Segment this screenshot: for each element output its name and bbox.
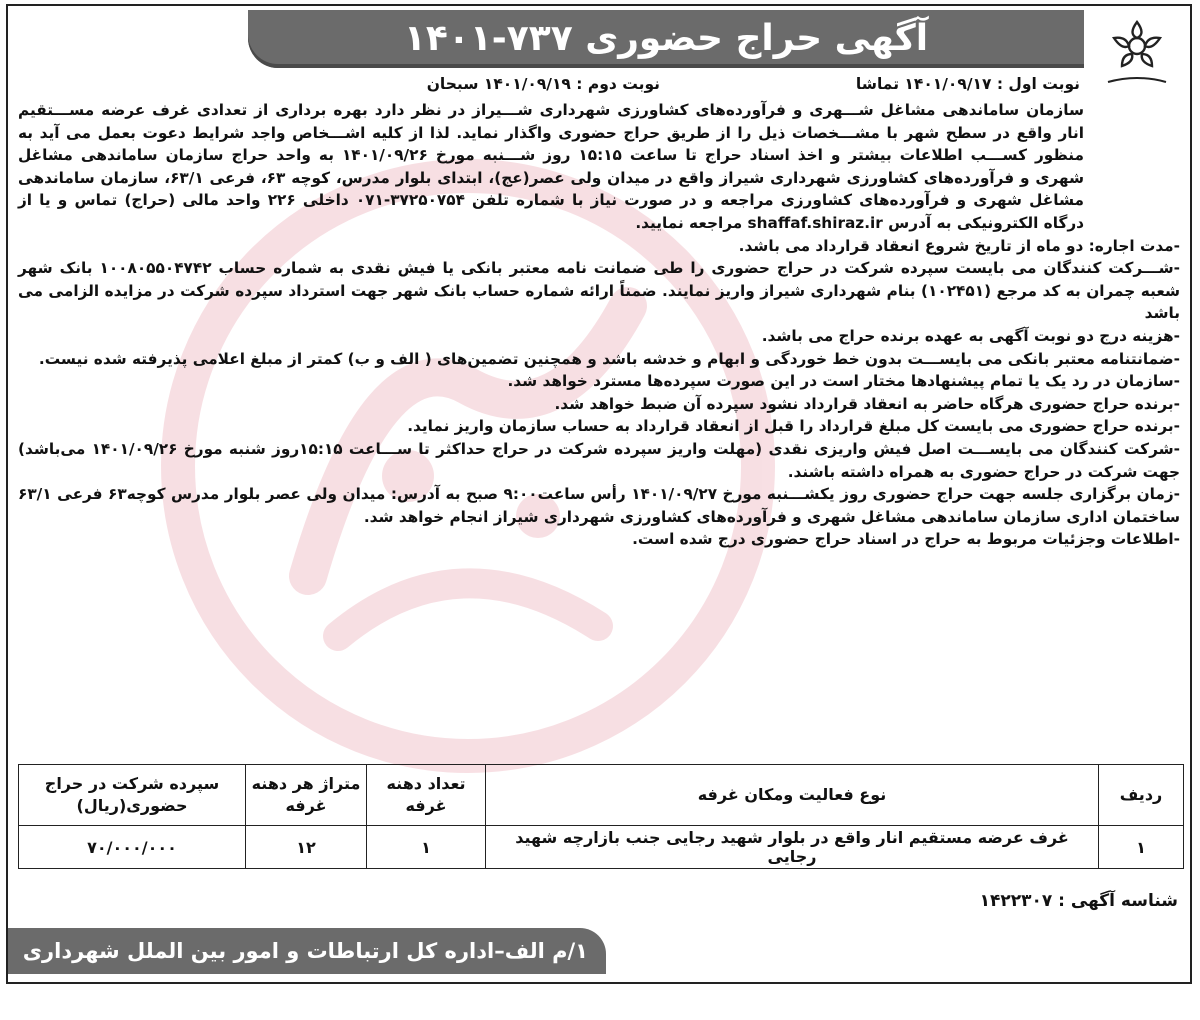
body-paragraph: -شرکت کنندگان می بایســـت اصل فیش واریزی نقدی (مهلت واریز سپرده شرکت در حراج حداکثر تا ســـاعت ۱۵:۱۵روز شنبه مورخ ۱۴۰۱/۰۹/۲۶ می‌باشد) جهت شرکت در حراج حضوری به همراه داشته باشند. <box>18 439 1180 481</box>
footer-text: ۱/م الف–اداره کل ارتباطات و امور بین الملل شهرداری شیراز– <box>22 939 588 1009</box>
body-paragraph: -مدت اجاره: دو ماه از تاریخ شروع انعقاد قرارداد می باشد. <box>738 236 1180 255</box>
cell-booth-area: ۱۲ <box>246 826 367 869</box>
cell-deposit: ۷۰/۰۰۰/۰۰۰ <box>19 826 246 869</box>
header-deposit: سپرده شرکت در حراج حضوری(ریال) <box>19 765 246 826</box>
body-paragraph: -برنده حراج حضوری هرگاه حاضر به انعقاد قرارداد نشود سپرده آن ضبط خواهد شد. <box>554 394 1180 413</box>
header-booth-area: متراژ هر دهنه غرفه <box>246 765 367 826</box>
advertisement-page <box>6 4 1192 1009</box>
municipality-logo-icon <box>1098 16 1176 90</box>
table-header-row <box>19 765 1184 826</box>
header-row-number: ردیف <box>1099 765 1184 826</box>
cell-activity: غرف عرضه مستقیم انار واقع در بلوار شهید رجایی جنب بازارچه شهید رجایی <box>486 826 1099 869</box>
announcement-id: شناسه آگهی : ۱۴۲۲۳۰۷ <box>979 891 1178 911</box>
body-paragraph: -شـــرکت کنندگان می بایست سپرده شرکت در حراج حضوری را طی ضمانت نامه معتبر بانکی یا فیش نقدی به شماره حساب ۱۰۰۸۰۵۵۰۴۷۴۲ بانک شهر شعبه چمران به کد مرجع (۱۰۲۴۵۱) بنام شهرداری شیراز واریز نمایند. ضمناً ارائه شماره حساب بانک شهر جهت استرداد سپرده شرکت در مزایده الزامی می باشد <box>18 259 1181 323</box>
body-paragraph: -هزینه درج دو نوبت آگهی به عهده برنده حراج می باشد. <box>761 326 1180 345</box>
first-turn: نوبت اول : ۱۴۰۱/۰۹/۱۷ تماشا <box>855 75 1080 93</box>
page-title: آگهی حراج حضوری ۷۳۷-۱۴۰۱ <box>403 18 929 59</box>
cell-row-number: ۱ <box>1099 826 1184 869</box>
table-row <box>19 826 1184 869</box>
body-paragraph: -ضمانتنامه معتبر بانکی می بایســـت بدون خط خوردگی و ابهام و خدشه باشد و همچنین تضمین‌های ( الف و ب) کمتر از مبلغ اعلامی پذیرفته شده نیست. <box>38 349 1180 368</box>
body-paragraph: -زمان برگزاری جلسه جهت حراج حضوری روز یکشـــنبه مورخ ۱۴۰۱/۰۹/۲۷ رأس ساعت۹:۰۰ صبح به آدرس: میدان ولی عصر بلوار مدرس کوچه۶۳ فرعی ۶۳/۱ ساختمان اداری سازمان ساماندهی مشاغل شهری و فرآورده‌های کشاورزی شهرداری شیراز انجام خواهد شد. <box>18 485 1180 526</box>
second-turn: نوبت دوم : ۱۴۰۱/۰۹/۱۹ سبحان <box>426 75 660 93</box>
header-activity: نوع فعالیت ومکان غرفه <box>486 765 1099 826</box>
body-paragraph: -اطلاعات وجزئیات مربوط به حراج در اسناد حراج حضوری درج شده است. <box>632 530 1180 549</box>
publication-turns <box>18 72 1080 96</box>
auction-table <box>18 764 1184 869</box>
body-paragraph: -برنده حراج حضوری می بایست کل مبلغ قرارداد را قبل از انعقاد قرارداد به حساب سازمان واریز نماید. <box>407 417 1180 436</box>
cell-booth-count: ۱ <box>367 826 486 869</box>
body-paragraph: سازمان ساماندهی مشاغل شـــهری و فرآورده‌های کشاورزی شهرداری شـــیراز در نظر دارد بهره برداری از تعدادی غرف عرضه مســـتقیم انار واقع در سطح شهر با مشـــخصات ذیل را از طریق حراج حضوری واگذار نماید. لذا از کلیه اشـــخاص واجد شرایط دعوت بعمل می آید به منظور کســـب اطلاعات بیشتر و اخذ اسناد حراج تا ساعت ۱۵:۱۵ روز شـــنبه مورخ ۱۴۰۱/۰۹/۲۶ به واحد حراج سازمان ساماندهی مشاغل شهری و فرآورده‌های کشاورزی شهرداری شیراز واقع در میدان ولی عصر(عج)، ابتدای بلوار مدرس، کوچه ۶۳، فرعی ۶۳/۱، سازمان ساماندهی مشاغل شهری و فرآورده‌های کشاورزی مراجعه و در صورت نیاز با شماره تلفن ۳۷۲۵۰۷۵۴-۰۷۱ داخلی ۲۲۶ واحد مالی (حراج) تماس و یا از درگاه الکترونیکی به آدرس shaffaf.shiraz.ir مراجعه نمایید. <box>18 101 1085 232</box>
header-booth-count: تعداد دهنه غرفه <box>367 765 486 826</box>
body-paragraph: -سازمان در رد یک یا تمام پیشنهادها مختار است در این صورت سپرده‌ها مسترد خواهد شد. <box>507 372 1180 391</box>
announcement-body <box>18 99 1180 551</box>
